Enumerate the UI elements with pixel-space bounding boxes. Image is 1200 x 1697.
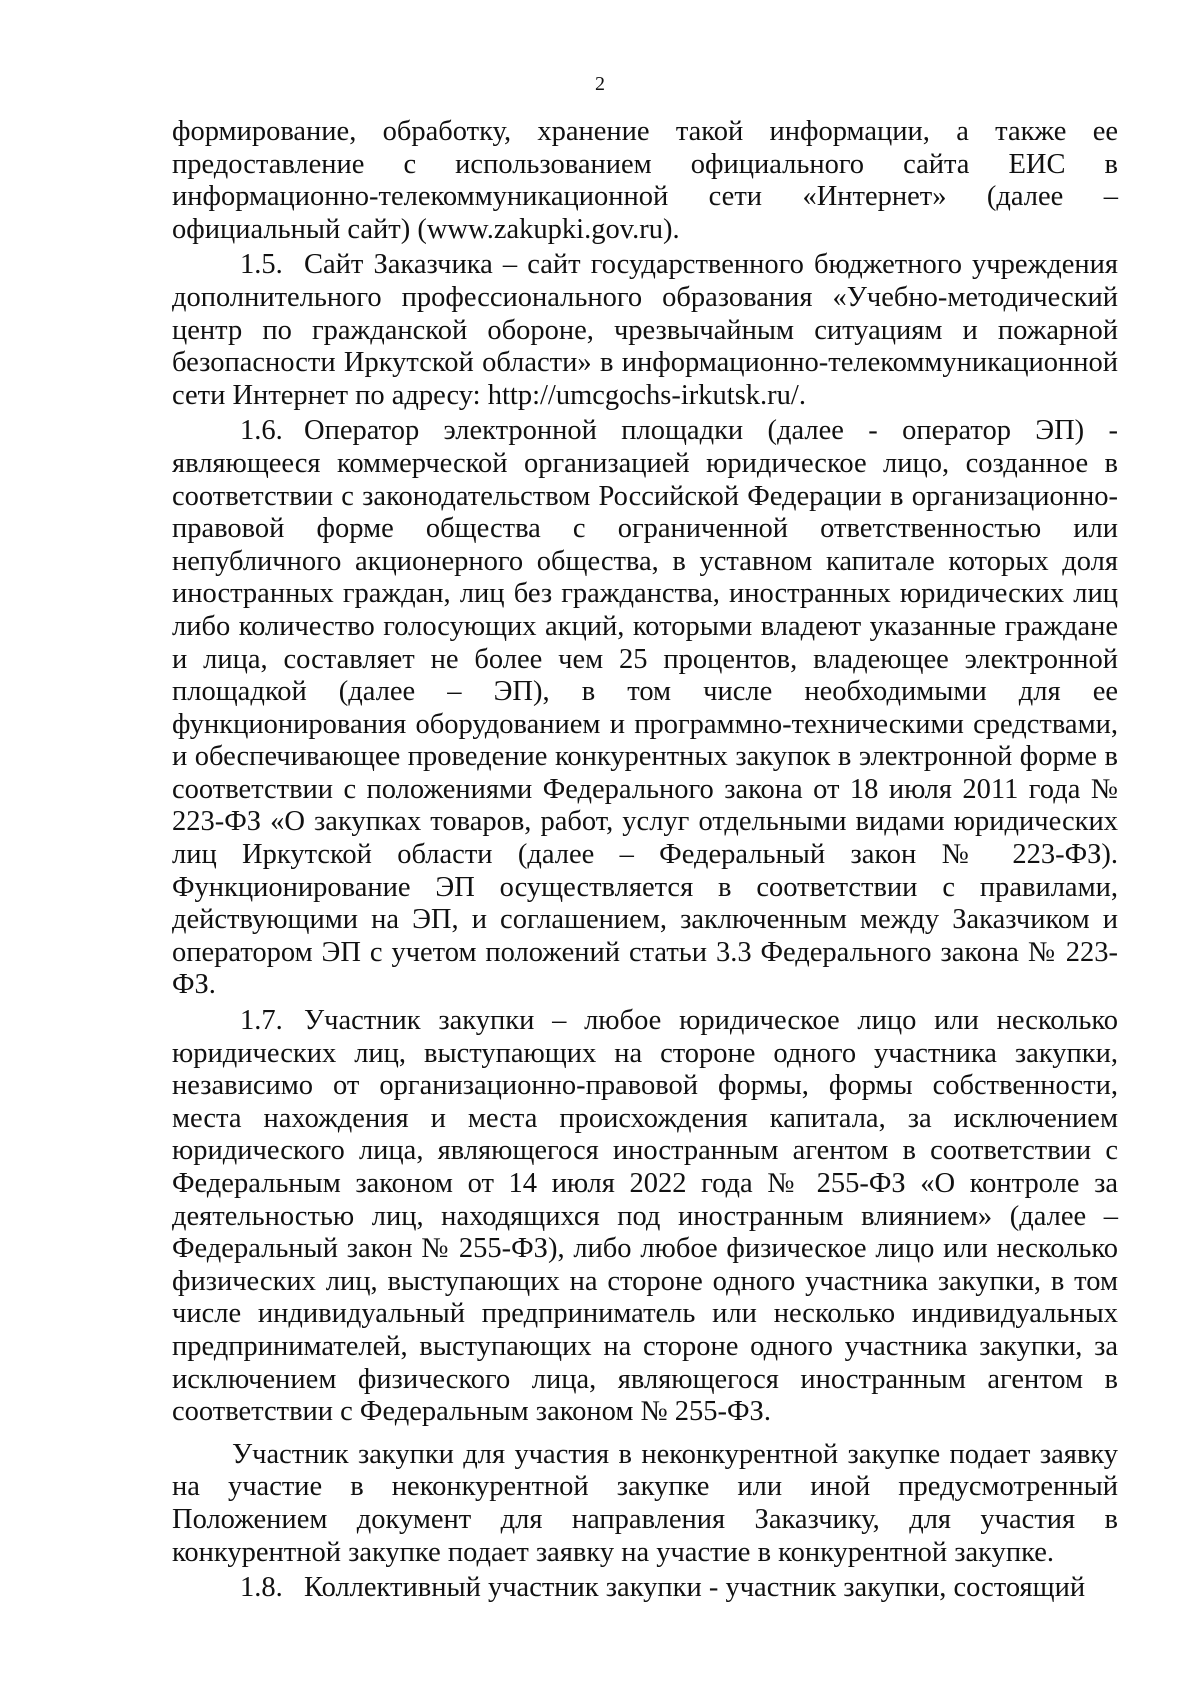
paragraph-participant-bid [172,1439,1118,1569]
clause-number: 1.5. [240,249,283,281]
paragraph-continuation [172,116,1118,246]
paragraph-text: формирование, обработку, хранение такой информации, а также ее предоставление с использованием официального сайта ЕИС в информационно-телекоммуникационной сети «Интернет» (далее – официальный сайт) (www.zakupki.gov.ru). [172,116,1118,245]
clause-number: 1.7. [240,1005,283,1037]
clause-text: Участник закупки – любое юридическое лицо или несколько юридических лиц, выступающих на стороне одного участника закупки, независимо от организационно-правовой формы, формы собственности, места нахождения и места происхождения капитала, за исключением юридического лица, являющегося иностранным агентом в соответствии с Федеральным законом от 14 июля 2022 года № 255-ФЗ «О контроле за деятельностью лиц, находящихся под иностранным влиянием» (далее – Федеральный закон № 255-ФЗ), либо любое физическое лицо или несколько физических лиц, выступающих на стороне одного участника закупки, в том числе индивидуальный предприниматель или несколько индивидуальных предпринимателей, выступающих на стороне одного участника закупки, за исключением физического лица, являющегося иностранным агентом в соответствии с Федеральным законом № 255-ФЗ. [172,1005,1118,1428]
clause-text: Оператор электронной площадки (далее - оператор ЭП) - являющееся коммерческой организацией юридическое лицо, созданное в соответствии с законодательством Российской Федерации в организационно-правовой форме общества с ограниченной ответственностью или непубличного акционерного общества, в уставном капитале которых доля иностранных граждан, лиц без гражданства, иностранных юридических лиц либо количество голосующих акций, которыми владеют указанные граждане и лица, составляет не более чем 25 процентов, владеющее электронной площадкой (далее – ЭП), в том числе необходимыми для ее функционирования оборудованием и программно-техническими средствами, и обеспечивающее проведение конкурентных закупок в электронной форме в соответствии с положениями Федерального закона от 18 июля 2011 года № 223-ФЗ «О закупках товаров, работ, услуг отдельными видами юридических лиц Иркутской области (далее – Федеральный закон № 223-ФЗ). Функционирование ЭП осуществляется в соответствии с правилами, действующими на ЭП, и соглашением, заключенным между Заказчиком и оператором ЭП с учетом положений статьи 3.3 Федерального закона № 223-ФЗ. [172,415,1118,1001]
clause-number: 1.6. [240,415,283,447]
clause-text: Сайт Заказчика – сайт государственного бюджетного учреждения дополнительного профессионального образования «Учебно-методический центр по гражданской обороне, чрезвычайным ситуациям и пожарной безопасности Иркутской области» в информационно-телекоммуникационной сети Интернет по адресу: http://umcgochs-irkutsk.ru/. [172,249,1118,411]
clause-text: Коллективный участник закупки - участник закупки, состоящий [304,1572,1086,1604]
document-body [172,116,1118,1605]
clause-1-6 [172,415,1118,1002]
clause-1-8 [172,1572,1118,1605]
paragraph-text: Участник закупки для участия в неконкурентной закупке подает заявку на участие в неконкурентной закупке или иной предусмотренный Положением документ для направления Заказчику, для участия в конкурентной закупке подает заявку на участие в конкурентной закупке. [172,1438,1118,1568]
page-number: 2 [595,73,605,95]
clause-number: 1.8. [240,1572,283,1604]
clause-1-7 [172,1005,1118,1429]
clause-1-5 [172,249,1118,412]
